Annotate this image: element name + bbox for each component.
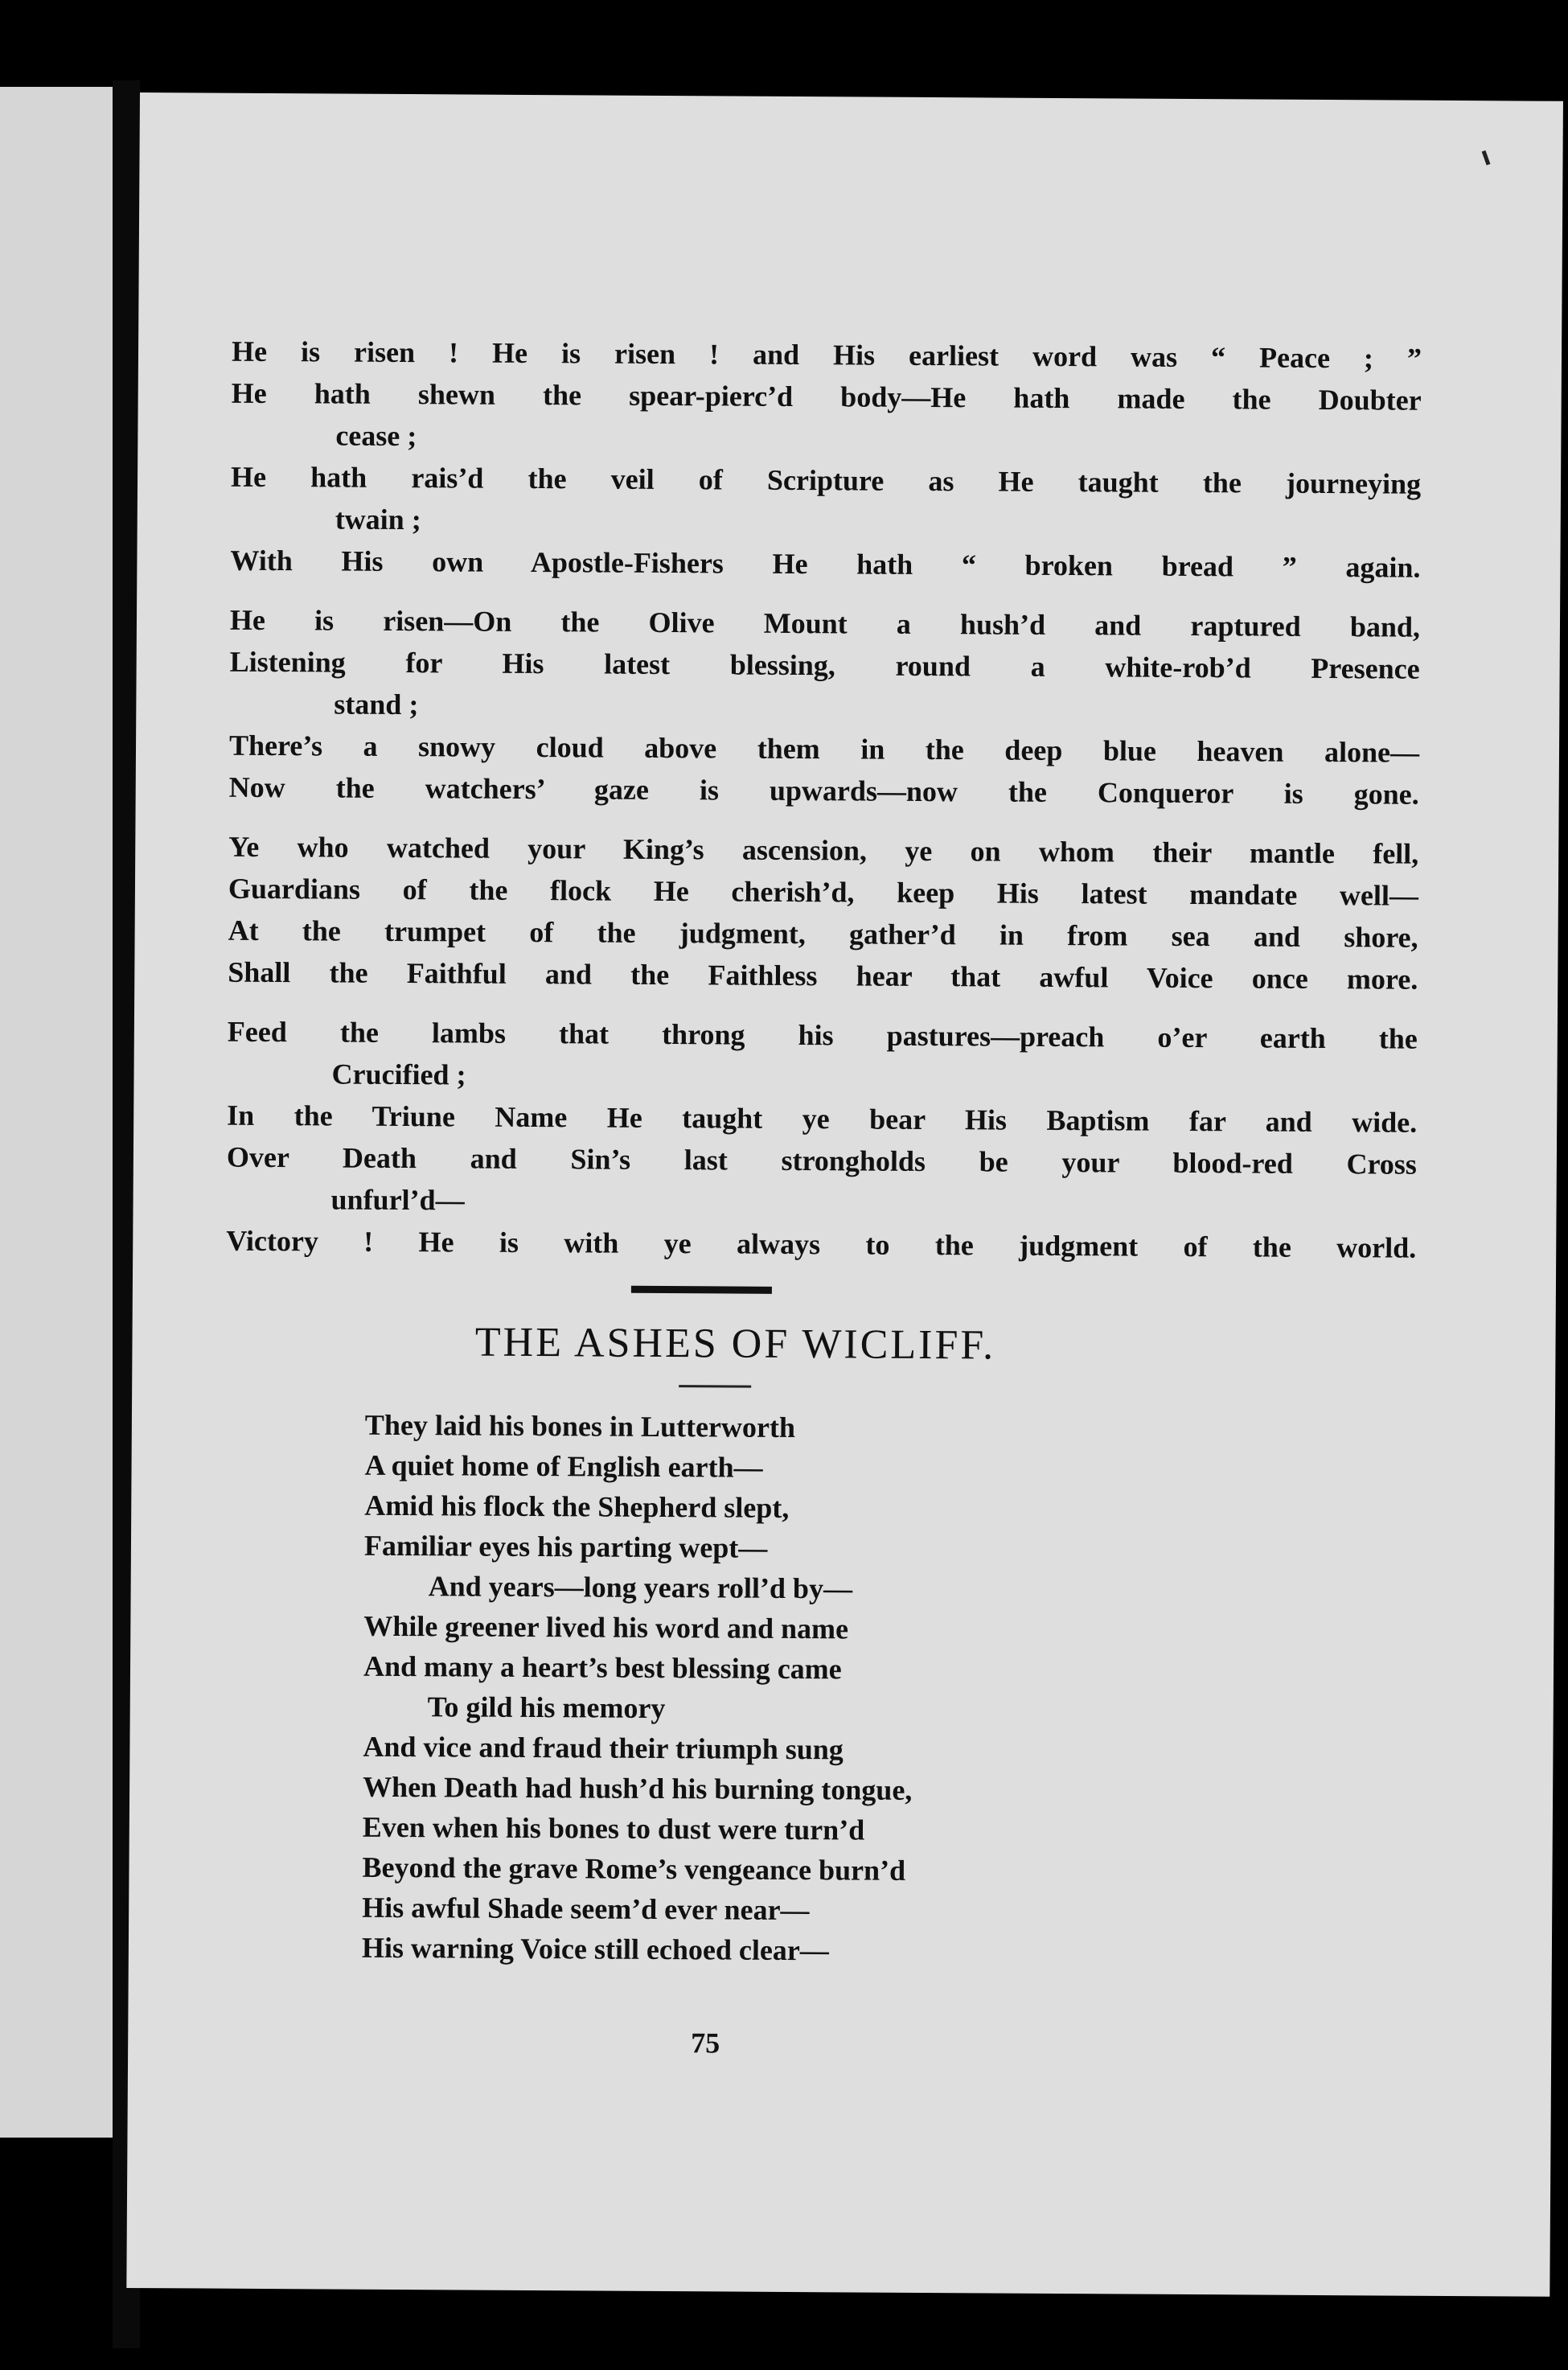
poem-line: Guardians of the flock He cherish’d, keep His latest mandate well—	[228, 872, 1419, 912]
poem-line: Now the watchers’ gaze is upwards—now the Conqueror is gone.	[228, 770, 1419, 811]
poem-line: Familiar eyes his parting wept—	[363, 1529, 768, 1564]
poem-line: Victory ! He is with ye always to the judgment of the world.	[226, 1224, 1417, 1264]
poem-line: While greener lived his word and name	[363, 1609, 849, 1645]
poem-line-continuation: cease ;	[335, 419, 417, 453]
poem-line: He is risen—On the Olive Mount a hush’d and raptured band,	[229, 603, 1421, 643]
poem-line: He hath rais’d the veil of Scripture as He taught the journeying	[230, 460, 1422, 500]
poem-line: Amid his flock the Shepherd slept,	[364, 1489, 790, 1524]
poem-line: He is risen ! He is risen ! and His earliest word was “ Peace ; ”	[231, 335, 1422, 375]
poem-line: Beyond the grave Rome’s vengeance burn’d	[362, 1850, 906, 1887]
poem-line: He hath shewn the spear-pierc’d body—He hath made the Doubter	[231, 376, 1422, 417]
poem-line-indented: And years—long years roll’d by—	[428, 1570, 853, 1605]
stanza-3	[228, 826, 1418, 1000]
poem-line: A quiet home of English earth—	[364, 1448, 763, 1484]
poem-line: When Death had hush’d his burning tongue,	[363, 1770, 913, 1806]
poem-line-continuation: stand ;	[334, 688, 419, 721]
stanza-2	[229, 599, 1421, 815]
poem-line: And vice and fraud their triumph sung	[363, 1730, 844, 1766]
wicliff-poem	[362, 1405, 1169, 1973]
poem-line: His warning Voice still echoed clear—	[361, 1931, 829, 1967]
poem-line-continuation: unfurl’d—	[330, 1183, 465, 1217]
poem-line: His awful Shade seem’d ever near—	[362, 1891, 810, 1927]
poem-line: Over Death and Sin’s last strongholds be your blood-red Cross	[226, 1140, 1418, 1181]
section-divider	[631, 1286, 772, 1294]
poem-line: Listening for His latest blessing, round a white-rob’d Presence	[229, 645, 1420, 685]
poem-line: And many a heart’s best blessing came	[363, 1649, 842, 1686]
poem-title: THE ASHES OF WICLIFF.	[474, 1319, 996, 1369]
poem-line: Feed the lambs that throng his pastures—preach o’er earth the	[227, 1015, 1418, 1055]
poem-line: With His own Apostle-Fishers He hath “ broken bread ” again.	[230, 544, 1421, 584]
stanza-4	[226, 1011, 1418, 1269]
poem-line: In the Triune Name He taught ye bear His Baptism far and wide.	[227, 1099, 1418, 1139]
poem-line: Even when his bones to dust were turn’d	[362, 1810, 865, 1846]
poem-line: Shall the Faithful and the Faithless hear that awful Voice once more.	[228, 955, 1418, 996]
book-page	[126, 92, 1563, 2297]
poem-line-continuation: twain ;	[335, 503, 421, 536]
stanza-1	[230, 331, 1422, 589]
easter-poem	[226, 331, 1422, 1287]
poem-line: They laid his bones in Lutterworth	[364, 1408, 796, 1444]
poem-line: There’s a snowy cloud above them in the deep blue heaven alone—	[228, 729, 1420, 769]
poem-line: At the trumpet of the judgment, gather’d in from sea and shore,	[228, 914, 1418, 954]
facing-page-edge	[0, 87, 113, 2138]
poem-line: Ye who watched your King’s ascension, ye on whom their mantle fell,	[228, 830, 1419, 870]
poem-line-indented: To gild his memory	[427, 1690, 666, 1725]
ink-speck	[1482, 150, 1491, 166]
page-number: 75	[691, 2027, 720, 2060]
poem-line-continuation: Crucified ;	[331, 1058, 466, 1091]
title-underline	[679, 1385, 751, 1388]
